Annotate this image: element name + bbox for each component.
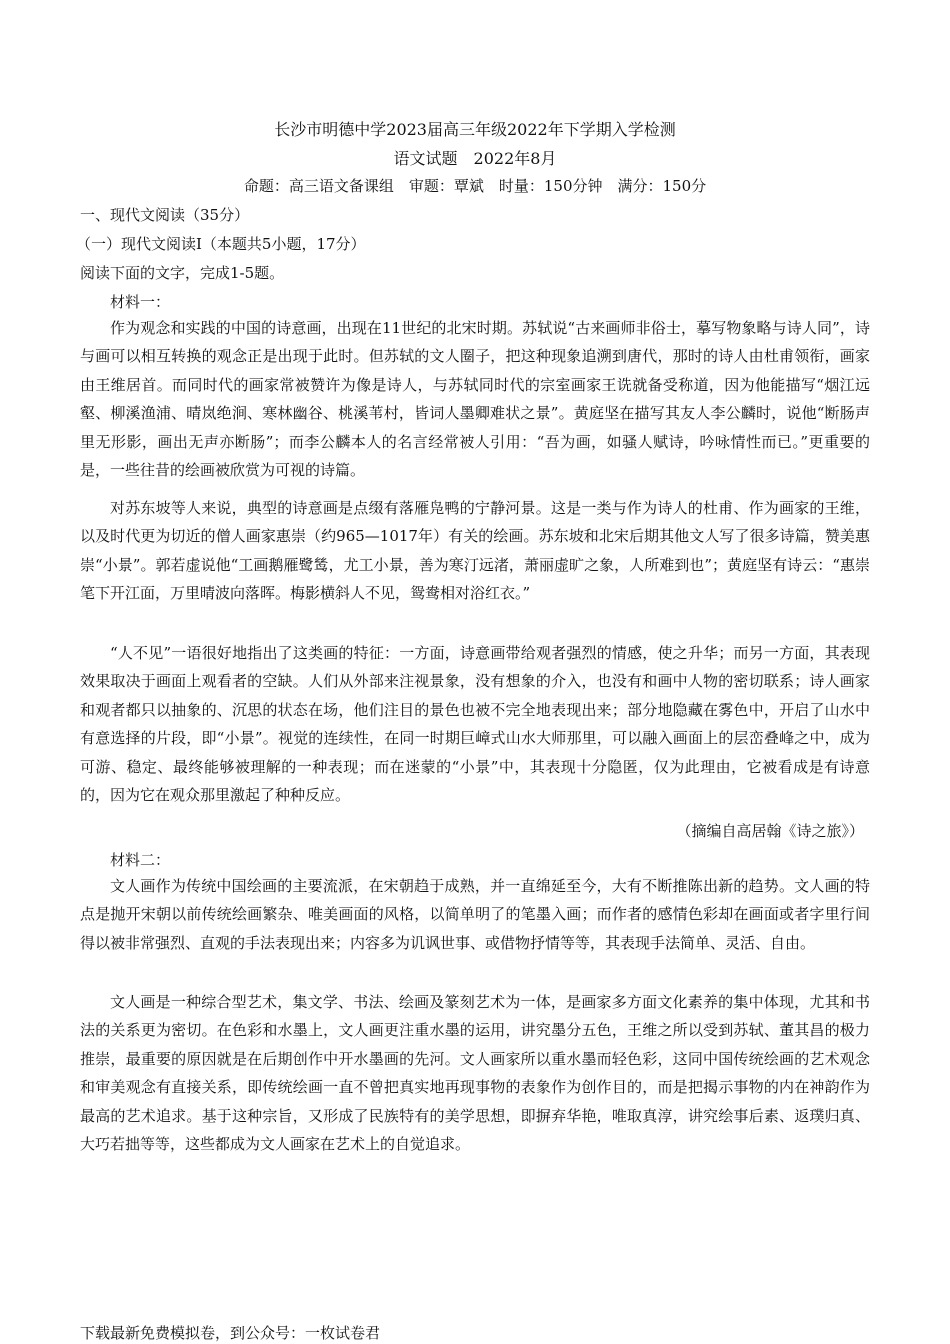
exam-subtitle: 语文试题 2022年8月 — [393, 149, 557, 168]
material-1-source: （摘编自高居翰《诗之旅》） — [676, 822, 864, 840]
material-1-paragraph-2: 对苏东坡等人来说，典型的诗意画是点缀有落雁凫鸭的宁静河景。这是一类与作为诗人的杜甫、作为画家的王维，以及时代更为切近的僧人画家惠崇（约965—1017年）有关的绘画。苏东坡和北宋后期其他文人写了很多诗篇，赞美惠崇“小景”。郭若虚说他“工画鹅雁鹭鸶，尤工小景，善为寒汀远渚，萧丽虚旷之象，人所难到也”；黄庭坚有诗云：“惠崇笔下开江面，万里晴波向落晖。梅影横斜人不见，鸳鸯相对浴红衣。” — [80, 499, 870, 603]
material-1-paragraph-3: “人不见”一语很好地指出了这类画的特征：一方面，诗意画带给观者强烈的情感，使之升华；而另一方面，其表现效果取决于画面上观看者的空缺。人们从外部来注视景象，没有想象的介入，也没有和画中人物的密切联系；诗人画家和观者都只以抽象的、沉思的状态在场，他们注目的景色也被不完全地表现出来；部分地隐藏在雾色中，开启了山水中有意选择的片段，即“小景”。视觉的连续性，在同一时期巨嶂式山水大师那里，可以融入画面上的层峦叠峰之中，成为可游、稳定、最终能够被理解的一种表现；而在迷蒙的“小景”中，其表现十分隐匿，仅为此理由，它被看成是有诗意的，因为它在观众那里激起了种种反应。 — [80, 644, 870, 805]
material-2-label: 材料二： — [110, 851, 171, 869]
footer-note: 下载最新免费模拟卷，到公众号：一枚试卷君 — [80, 1324, 381, 1342]
material-2-paragraph-2: 文人画是一种综合型艺术，集文学、书法、绘画及篆刻艺术为一体，是画家多方面文化素养的集中体现，尤其和书法的关系更为密切。在色彩和水墨上，文人画更注重水墨的运用，讲究墨分五色，王维之所以受到苏轼、董其昌的极力推崇，最重要的原因就是在后期创作中开水墨画的先河。文人画家所以重水墨而轻色彩，这同中国传统绘画的艺术观念和审美观念有直接关系，即传统绘画一直不曾把真实地再现事物的表象作为创作目的，而是把揭示事物的内在神韵作为最高的艺术追求。基于这种宗旨，又形成了民族特有的美学思想，即摒弃华艳，唯取真淳，讲究绘事后素、返璞归真、大巧若拙等等，这些都成为文人画家在艺术上的自觉追求。 — [80, 993, 870, 1154]
section-heading: 一、现代文阅读（35分） — [80, 206, 250, 224]
reading-instruction: 阅读下面的文字，完成1-5题。 — [80, 264, 285, 282]
exam-title: 长沙市明德中学2023届高三年级2022年下学期入学检测 — [274, 120, 676, 139]
exam-meta: 命题：高三语文备课组 审题：覃斌 时量：150分钟 满分：150分 — [243, 177, 707, 195]
material-1-label: 材料一： — [110, 293, 171, 311]
material-1-paragraph-1: 作为观念和实践的中国的诗意画，出现在11世纪的北宋时期。苏轼说“古来画师非俗士，摹写物象略与诗人同”，诗与画可以相互转换的观念正是出现于此时。但苏轼的文人圈子，把这种现象追溯到唐代，那时的诗人由杜甫领衔，画家由王维居首。而同时代的画家常被赞许为像是诗人，与苏轼同时代的宗室画家王诜就备受称道，因为他能描写“烟江远壑、柳溪渔浦、晴岚绝涧、寒林幽谷、桃溪苇村，皆词人墨卿难状之景”。黄庭坚在描写其友人李公麟时，说他“断肠声里无形影，画出无声亦断肠”；而李公麟本人的名言经常被人引用：“吾为画，如骚人赋诗，吟咏情性而已。”更重要的是，一些往昔的绘画被欣赏为可视的诗篇。 — [80, 319, 870, 480]
material-2-paragraph-1: 文人画作为传统中国绘画的主要流派，在宋朝趋于成熟，并一直绵延至今，大有不断推陈出新的趋势。文人画的特点是抛开宋朝以前传统绘画繁杂、唯美画面的风格，以简单明了的笔墨入画；而作者的感情色彩却在画面或者字里行间得以被非常强烈、直观的手法表现出来；内容多为讥讽世事、或借物抒情等等，其表现手法简单、灵活、自由。 — [80, 877, 870, 952]
subsection-heading: （一）现代文阅读Ⅰ（本题共5小题，17分） — [76, 235, 366, 253]
